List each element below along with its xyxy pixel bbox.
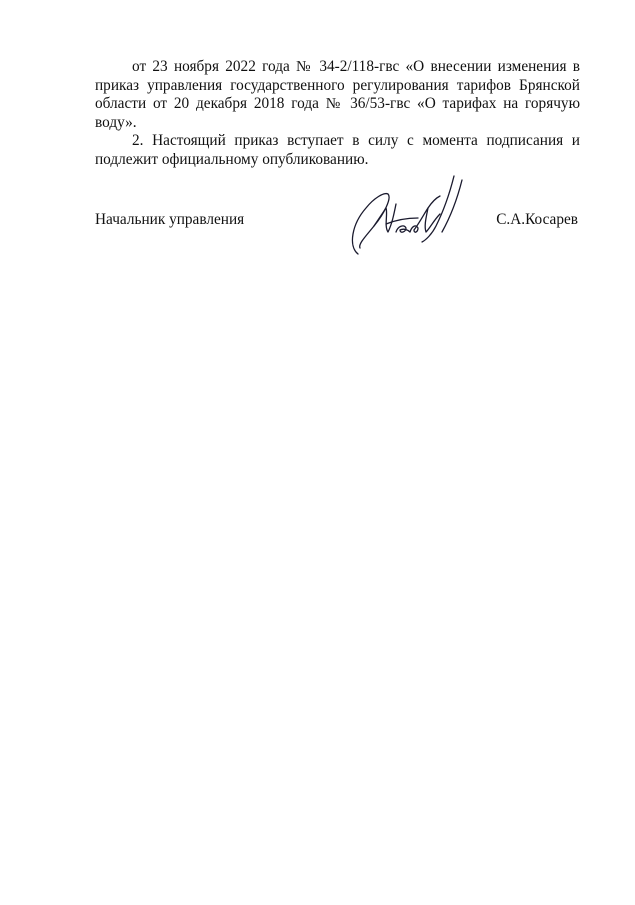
paragraph-2: 2. Настоящий приказ вступает в силу с момента подписания и подлежит официальному опубликованию. — [95, 132, 580, 168]
signatory-name: С.А.Косарев — [496, 211, 578, 228]
signature-block — [95, 210, 580, 234]
document-body — [95, 58, 580, 169]
handwritten-signature — [344, 174, 484, 260]
paragraph-continuation: от 23 ноября 2022 года № 34-2/118-гвс «О внесении изменения в приказ управления государственного регулирования тарифов Брянской области от 20 декабря 2018 года № 36/53-гвс «О тарифах на горячую воду». — [95, 58, 580, 131]
signatory-position: Начальник управления — [95, 211, 245, 228]
